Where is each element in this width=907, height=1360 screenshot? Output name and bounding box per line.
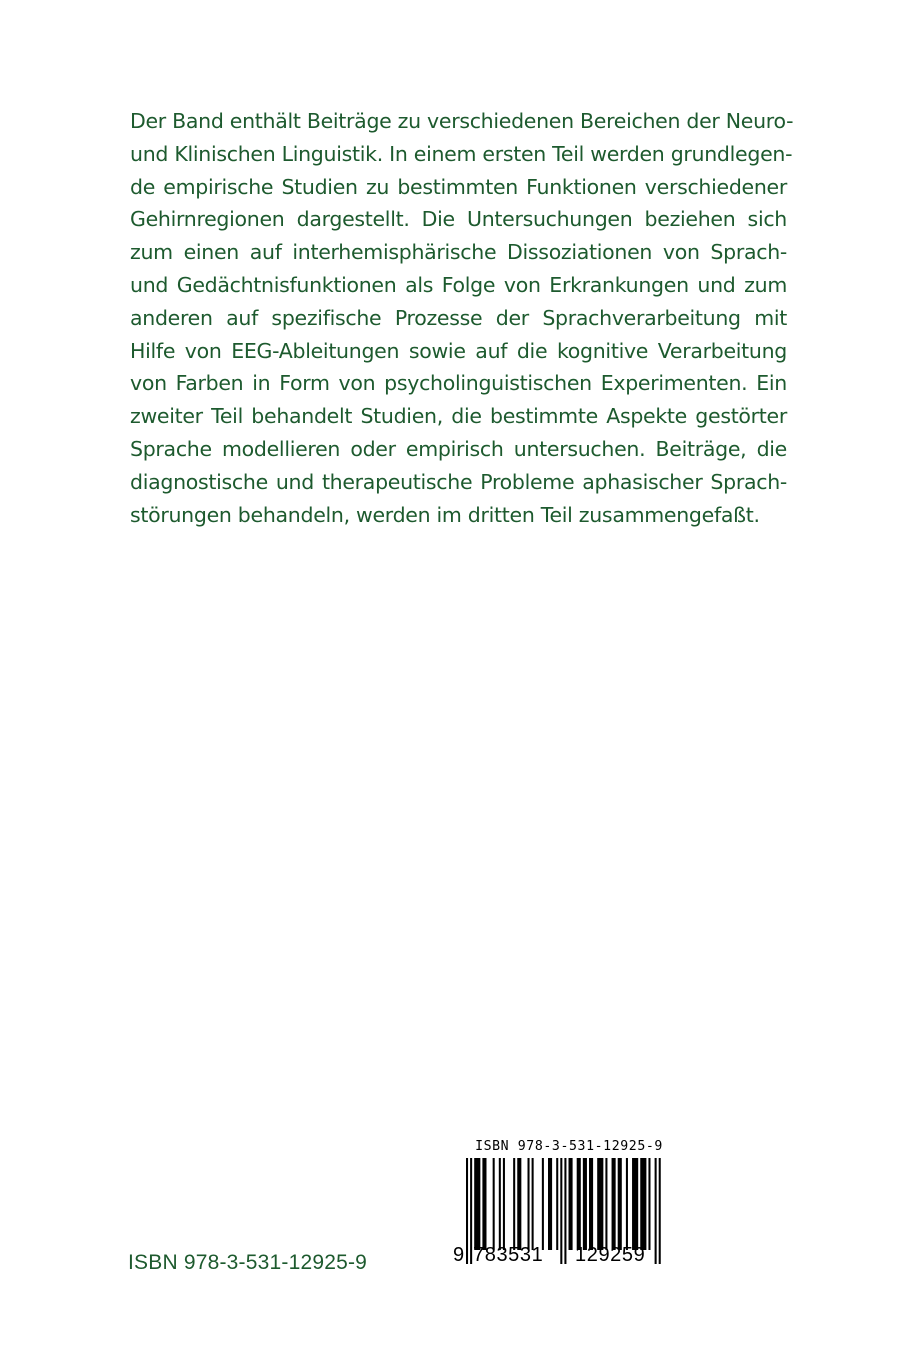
barcode-bar xyxy=(626,1158,628,1250)
blurb-line: de empirische Studien zu bestimmten Funktionen verschiedener xyxy=(130,174,787,199)
barcode-bar xyxy=(499,1158,501,1250)
barcode-guard-bar xyxy=(564,1158,566,1264)
barcode-isbn-label: ISBN 978-3-531-12925-9 xyxy=(475,1139,663,1154)
barcode-bar xyxy=(513,1158,515,1250)
barcode-bar xyxy=(632,1158,638,1250)
blurb-line: anderen auf spezifische Prozesse der Sprachverarbeitung mit xyxy=(130,305,787,330)
barcode-bar xyxy=(640,1158,646,1250)
barcode-bar xyxy=(517,1158,521,1250)
barcode-bar xyxy=(548,1158,552,1250)
barcode-bar xyxy=(532,1158,534,1250)
blurb-line: und Gedächtnisfunktionen als Folge von Erkrankungen und zum xyxy=(130,272,787,297)
barcode-guard-bar xyxy=(655,1158,657,1264)
barcode-digit-first: 9 xyxy=(453,1244,465,1266)
barcode-bar xyxy=(589,1158,593,1250)
blurb-line: zum einen auf interhemisphärische Dissoziationen von Sprach- xyxy=(130,240,787,265)
barcode-bar xyxy=(493,1158,495,1250)
barcode-bar xyxy=(528,1158,530,1250)
blurb-line: diagnostische und therapeutische Probleme aphasischer Sprach- xyxy=(130,469,787,494)
barcode-guard-bar xyxy=(560,1158,562,1264)
barcode-bar xyxy=(482,1158,486,1250)
barcode-guard-bar xyxy=(470,1158,472,1264)
barcode-bar xyxy=(605,1158,607,1250)
barcode-bar xyxy=(618,1158,622,1250)
barcode-bar xyxy=(542,1158,544,1250)
barcode-bar xyxy=(597,1158,603,1250)
barcode-bar xyxy=(648,1158,650,1250)
barcode-guard-bar xyxy=(466,1158,468,1264)
barcode-guard-bar xyxy=(659,1158,661,1264)
barcode-bar xyxy=(474,1158,480,1250)
blurb-line: Gehirnregionen dargestellt. Die Untersuchungen beziehen sich xyxy=(130,207,787,232)
blurb-line: Der Band enthält Beiträge zu verschiedenen Bereichen der Neuro- xyxy=(130,109,794,133)
blurb-line: Sprache modellieren oder empirisch untersuchen. Beiträge, die xyxy=(130,436,787,461)
isbn-number: ISBN 978-3-531-12925-9 xyxy=(128,1251,368,1274)
barcode-digits-right: 129259 xyxy=(575,1244,646,1266)
barcode-bar xyxy=(569,1158,573,1250)
barcode-bar xyxy=(583,1158,587,1250)
barcode-bar xyxy=(577,1158,581,1250)
barcode-bar xyxy=(612,1158,616,1250)
barcode-bar xyxy=(556,1158,558,1250)
blurb-line: Hilfe von EEG-Ableitungen sowie auf die kognitive Verarbeitung xyxy=(130,338,787,363)
barcode-bar xyxy=(503,1158,505,1250)
back-cover-blurb xyxy=(130,105,794,531)
blurb-line: zweiter Teil behandelt Studien, die bestimmte Aspekte gestörter xyxy=(130,404,787,429)
blurb-line: von Farben in Form von psycholinguistischen Experimenten. Ein xyxy=(130,371,787,396)
barcode-digits-left: 783531 xyxy=(473,1244,544,1266)
blurb-line: störungen behandeln, werden im dritten Teil zusammengefaßt. xyxy=(130,502,760,527)
barcode-block xyxy=(453,1138,685,1266)
blurb-line: und Klinischen Linguistik. In einem ersten Teil werden grundlegen- xyxy=(130,141,793,166)
